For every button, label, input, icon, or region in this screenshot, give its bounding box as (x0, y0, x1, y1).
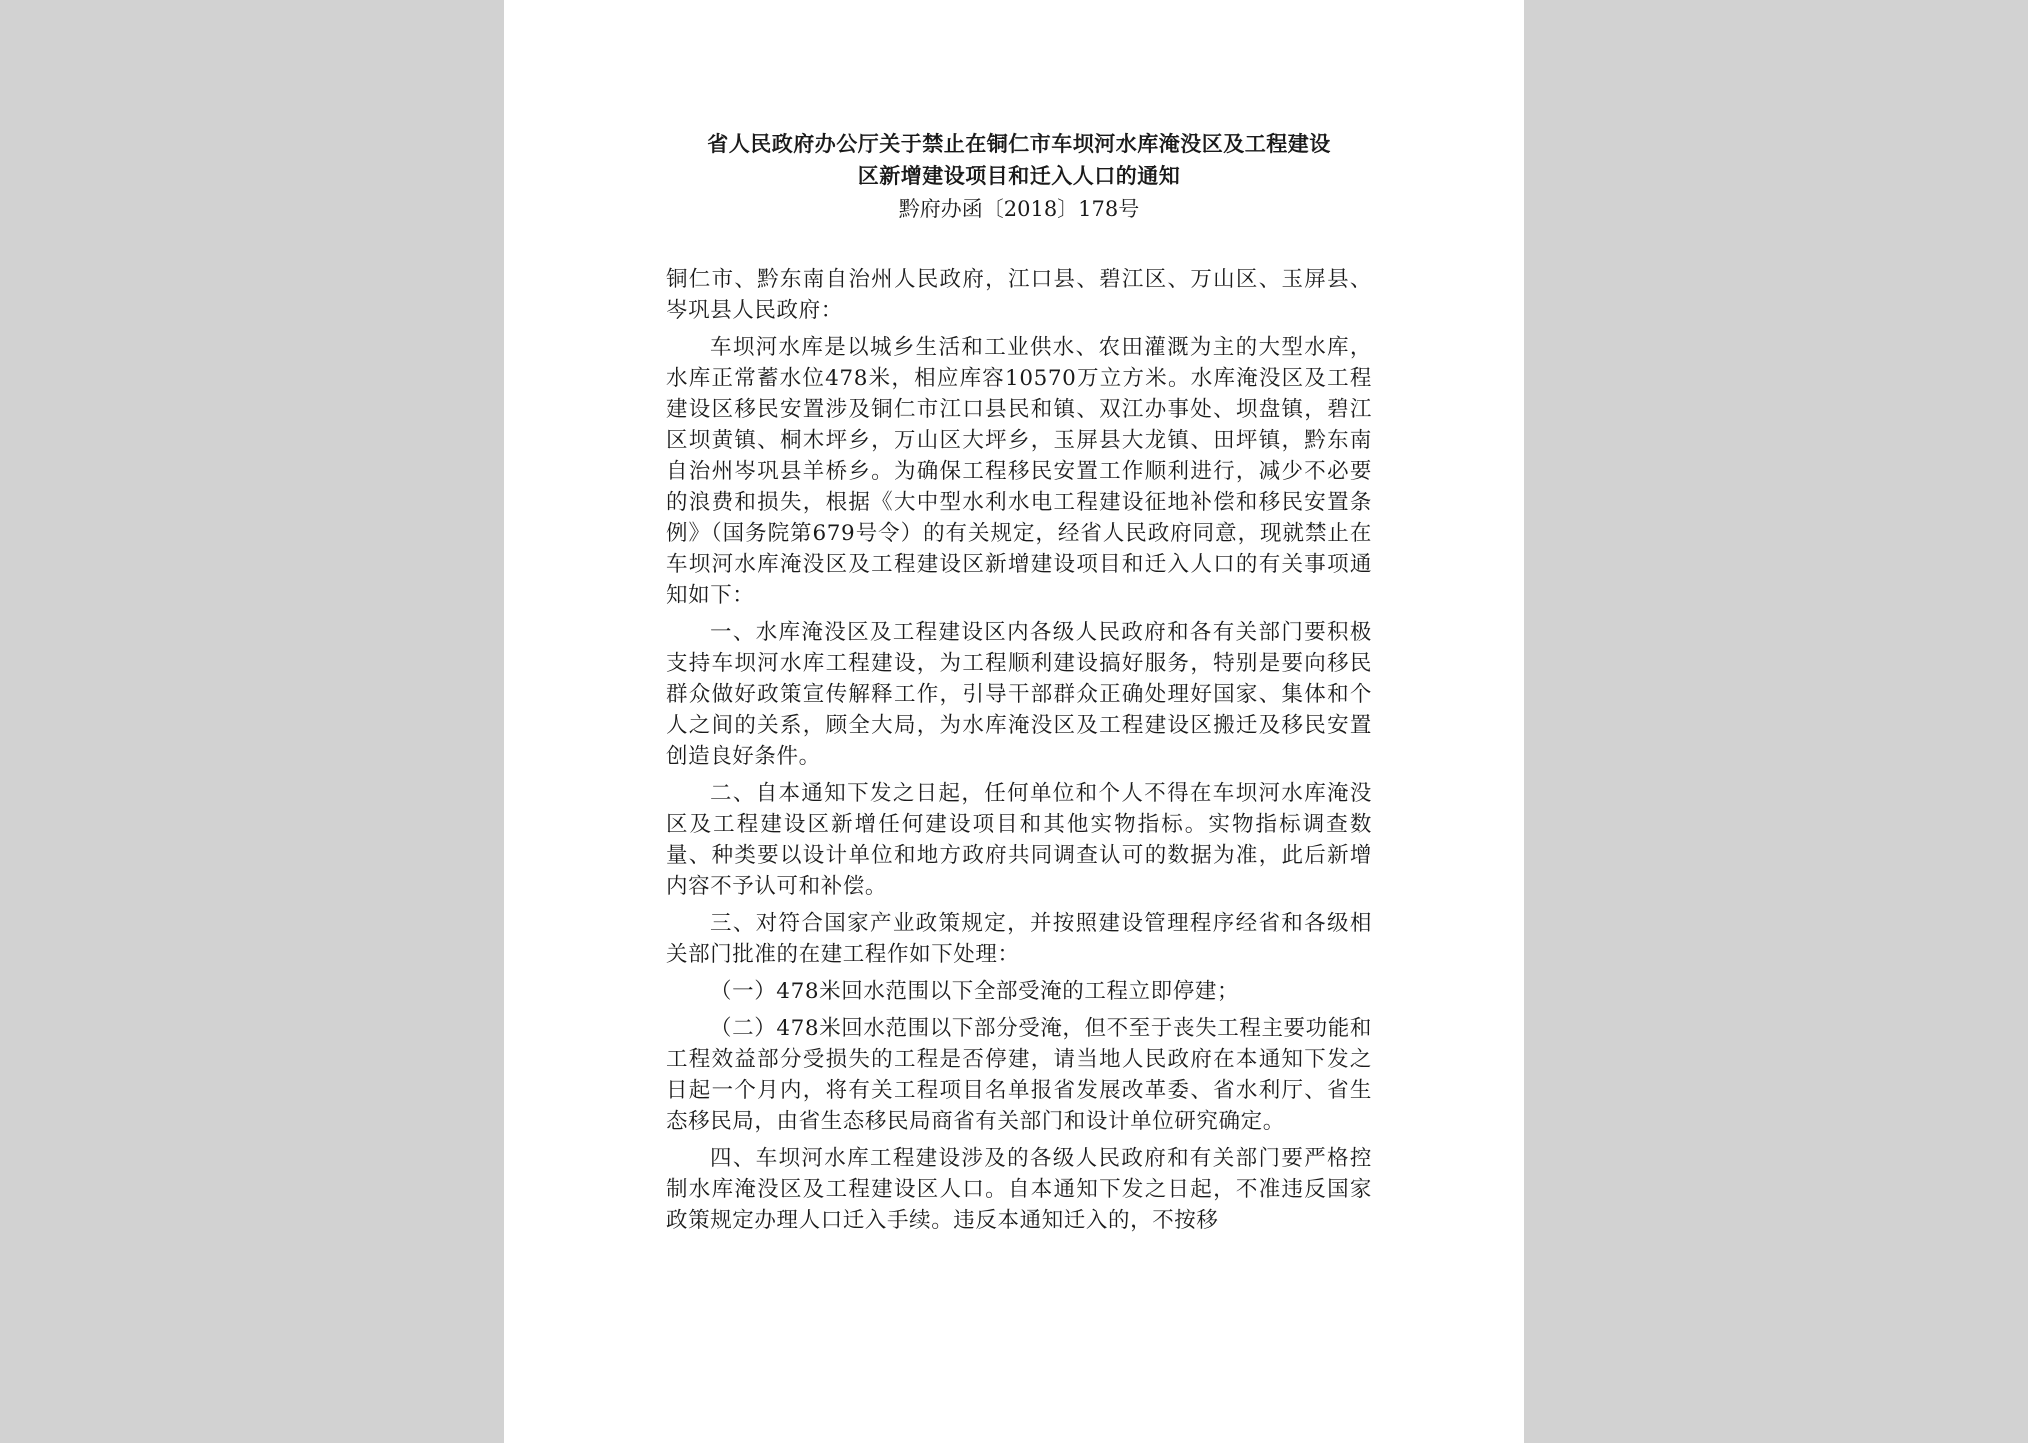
paragraph-item-3-sub-2: （二）478米回水范围以下部分受淹，但不至于丧失工程主要功能和工程效益部分受损失的工程是否停建，请当地人民政府在本通知下发之日起一个月内，将有关工程项目名单报省发展改革委、省水利厅、省生态移民局，由省生态移民局商省有关部门和设计单位研究确定。 (666, 1016, 1372, 1134)
paragraph-item-3-sub-1: （一）478米回水范围以下全部受淹的工程立即停建； (710, 979, 1240, 1004)
paragraph-item-3: 三、对符合国家产业政策规定，并按照建设管理程序经省和各级相关部门批准的在建工程作如下处理： (666, 911, 1372, 967)
document-title-line-2: 区新增建设项目和迁入人口的通知 (857, 164, 1181, 188)
paragraph-item-2: 二、自本通知下发之日起，任何单位和个人不得在车坝河水库淹没区及工程建设区新增任何建设项目和其他实物指标。实物指标调查数量、种类要以设计单位和地方政府共同调查认可的数据为准，此后新增内容不予认可和补偿。 (666, 781, 1372, 899)
addressee: 铜仁市、黔东南自治州人民政府，江口县、碧江区、万山区、玉屏县、岑巩县人民政府： (666, 267, 1372, 323)
paragraph-item-1: 一、水库淹没区及工程建设区内各级人民政府和各有关部门要积极支持车坝河水库工程建设，为工程顺利建设搞好服务，特别是要向移民群众做好政策宣传解释工作，引导干部群众正确处理好国家、集体和个人之间的关系，顾全大局，为水库淹没区及工程建设区搬迁及移民安置创造良好条件。 (666, 620, 1372, 769)
document-content (666, 128, 1372, 1242)
paragraph-intro: 车坝河水库是以城乡生活和工业供水、农田灌溉为主的大型水库，水库正常蓄水位478米，相应库容10570万立方米。水库淹没区及工程建设区移民安置涉及铜仁市江口县民和镇、双江办事处、坝盘镇，碧江区坝黄镇、桐木坪乡，万山区大坪乡，玉屏县大龙镇、田坪镇，黔东南自治州岑巩县羊桥乡。为确保工程移民安置工作顺利进行，减少不必要的浪费和损失，根据《大中型水利水电工程建设征地补偿和移民安置条例》（国务院第679号令）的有关规定，经省人民政府同意，现就禁止在车坝河水库淹没区及工程建设区新增建设项目和迁入人口的有关事项通知如下： (666, 335, 1372, 608)
document-title-line-1: 省人民政府办公厅关于禁止在铜仁市车坝河水库淹没区及工程建设 (707, 132, 1331, 156)
document-number: 黔府办函〔2018〕178号 (898, 197, 1140, 221)
paragraph-item-4: 四、车坝河水库工程建设涉及的各级人民政府和有关部门要严格控制水库淹没区及工程建设区人口。自本通知下发之日起，不准违反国家政策规定办理人口迁入手续。违反本通知迁入的，不按移 (666, 1146, 1372, 1233)
document-page (504, 0, 1524, 1443)
